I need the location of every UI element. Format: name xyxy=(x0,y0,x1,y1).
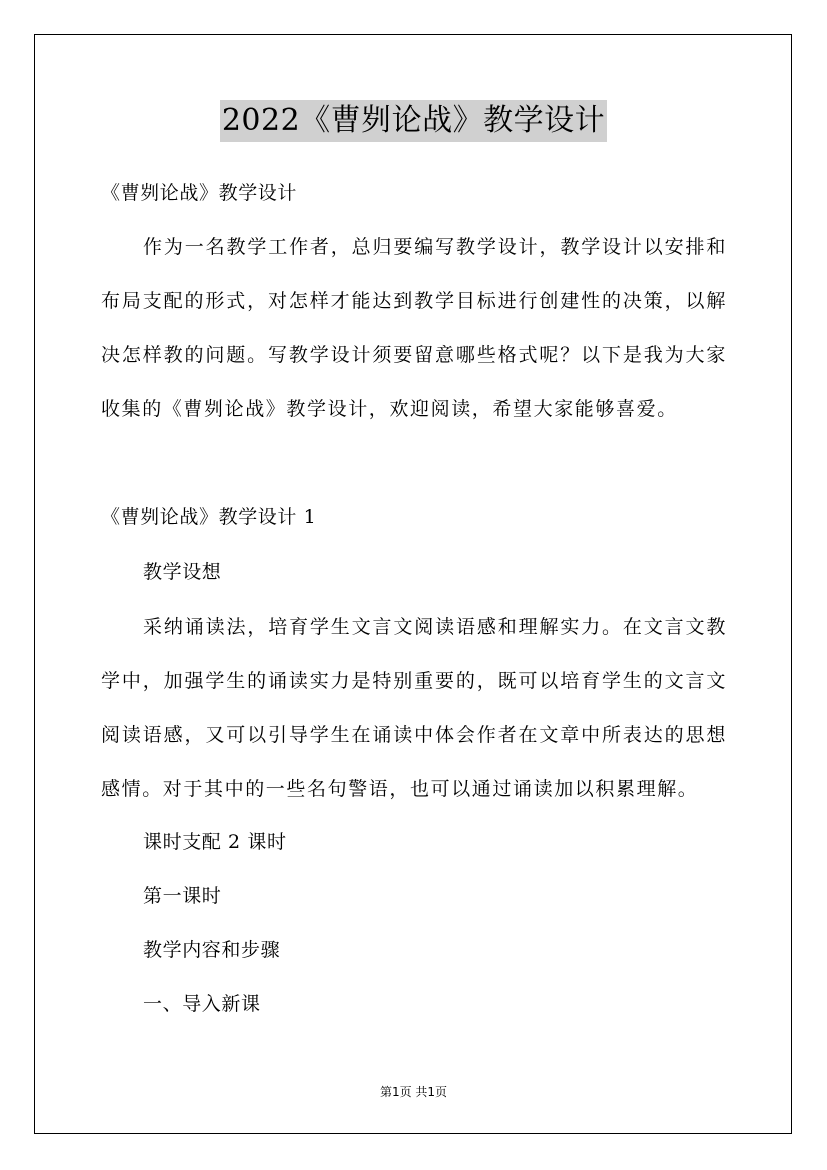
page-footer xyxy=(0,1084,827,1100)
section-heading-1: 《曹刿论战》教学设计 1 xyxy=(101,506,317,528)
intro-heading: 《曹刿论战》教学设计 xyxy=(101,182,298,204)
teaching-idea-paragraph: 采纳诵读法，培育学生文言文阅读语感和理解实力。在文言文教学中，加强学生的诵读实力是特别重要的，既可以培育学生的文言文阅读语感，又可以引导学生在诵读中体会作者在文章中所表达的思想感情。对于其中的一些名句警语，也可以通过诵读加以积累理解。 xyxy=(101,616,727,800)
first-lesson-label: 第一课时 xyxy=(143,885,222,907)
teaching-idea-label: 教学设想 xyxy=(143,561,222,583)
title-container xyxy=(0,100,827,142)
schedule-label: 课时支配 2 课时 xyxy=(143,831,287,853)
page-indicator: 第1页 共1页 xyxy=(379,1085,448,1099)
document-title: 2022《曹刿论战》教学设计 xyxy=(220,100,607,142)
step-one-label: 一、导入新课 xyxy=(143,993,261,1015)
content-steps-label: 教学内容和步骤 xyxy=(143,939,281,961)
intro-paragraph: 作为一名教学工作者，总归要编写教学设计，教学设计以安排和布局支配的形式，对怎样才能达到教学目标进行创建性的决策，以解决怎样教的问题。写教学设计须要留意哪些格式呢？以下是我为大家收集的《曹刿论战》教学设计，欢迎阅读，希望大家能够喜爱。 xyxy=(101,236,727,420)
